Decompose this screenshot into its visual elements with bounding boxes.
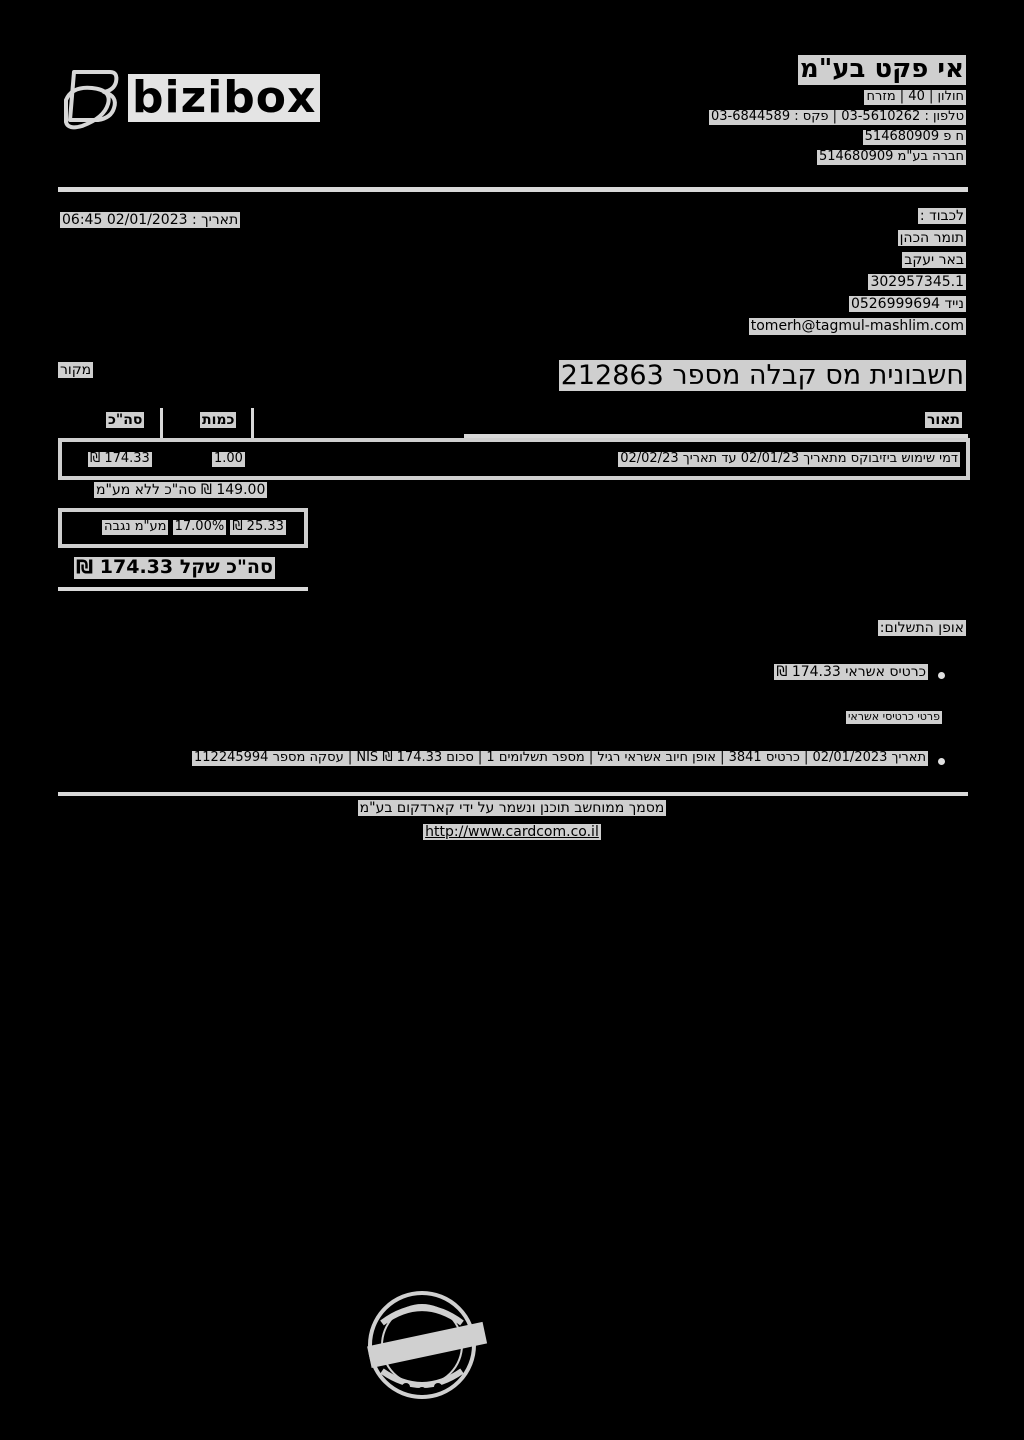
logo-mark-icon: [62, 66, 122, 136]
customer-block: [749, 208, 966, 341]
column-divider: [251, 408, 254, 438]
document-title: [559, 360, 966, 391]
vat-line: [102, 519, 286, 535]
customer-phone: נייד 0526999694: [850, 296, 964, 313]
column-header-quantity: [200, 412, 236, 428]
footer-divider: [58, 792, 968, 796]
company-address: חולון | 40 | מזרח: [866, 88, 964, 104]
payment-heading-text: אופן התשלום:: [879, 620, 964, 636]
company-tax-id: ח פ 514680909: [864, 128, 964, 144]
stamp-icon: [360, 1283, 490, 1413]
vat-label: מע"מ נגבה: [104, 519, 167, 534]
payment-method: [774, 664, 928, 680]
payment-heading: [878, 620, 966, 636]
original-label-text: מקור: [60, 362, 92, 378]
column-header-quantity-text: כמות: [202, 412, 235, 428]
grand-total-text: סה"כ שקל 174.33 ₪: [76, 556, 273, 578]
row-total: [88, 451, 152, 467]
column-divider: [160, 408, 163, 438]
customer-id-number: 302957345.1: [870, 274, 964, 291]
issue-date: [60, 212, 240, 228]
column-header-description-text: תאור: [927, 412, 960, 428]
column-header-total-text: סה"כ: [108, 412, 143, 428]
row-quantity-text: 1.00: [214, 451, 243, 466]
company-name: אי פקט בע"מ: [799, 54, 964, 84]
grand-total: [74, 556, 275, 579]
header-divider: [58, 187, 968, 192]
transaction-details-text: תאריך 02/01/2023 | כרטיס 3841 | אופן חיוב אשראי רגיל | מספר תשלומים 1 | סכום 174.33 ₪ NIS | עסקה מספר 112245994: [194, 750, 926, 765]
table-row: [58, 438, 970, 480]
transaction-details: [192, 750, 928, 766]
row-total-text: 174.33 ₪: [90, 451, 150, 466]
bullet-icon: [938, 758, 945, 765]
bizibox-logo: [62, 66, 317, 136]
card-details-title-text: פרטי כרטיסי אשראי: [847, 710, 940, 723]
company-header: [709, 54, 966, 165]
original-label: [58, 362, 93, 378]
approval-stamp: [360, 1283, 490, 1413]
customer-label: לכבוד :: [919, 208, 964, 224]
company-phones: טלפון : 03-5610262 | פקס : 03-6844589: [710, 108, 964, 124]
vat-rate: 17.00%: [174, 519, 225, 534]
payment-method-text: כרטיס אשראי 174.33 ₪: [776, 664, 926, 680]
column-header-description: [925, 412, 962, 428]
subtotal: [94, 482, 267, 498]
document-title-text: חשבונית מס קבלה מספר 212863: [560, 360, 964, 391]
row-quantity: [212, 451, 245, 467]
totals-divider: [58, 587, 308, 591]
bullet-icon: [938, 672, 945, 679]
customer-city: באר יעקב: [904, 252, 964, 269]
company-registration: חברה בע"מ 514680909: [818, 148, 964, 164]
customer-name: תומר הכהן: [899, 230, 964, 247]
footer-note-text: מסמך ממוחשב תוכנן ונשמר על ידי קארדקום בע"מ: [359, 800, 665, 816]
card-details-title: [846, 710, 942, 724]
footer-link[interactable]: [0, 824, 1024, 840]
vat-box: [58, 508, 308, 548]
column-header-total: [106, 412, 144, 428]
footer-link-text[interactable]: http://www.cardcom.co.il: [425, 824, 599, 840]
subtotal-text: 149.00 ₪ סה"כ ללא מע"מ: [96, 482, 266, 498]
footer-note: [0, 800, 1024, 816]
vat-amount: 25.33 ₪: [232, 519, 284, 534]
items-table-header: [58, 408, 968, 436]
logo-wordmark: bizibox: [128, 74, 320, 122]
row-description: [618, 451, 960, 467]
issue-date-text: תאריך : 02/01/2023 06:45: [62, 212, 239, 228]
row-description-text: דמי שימוש ביזיבוקס מתאריך 02/01/23 עד תאריך 02/02/23: [620, 451, 958, 466]
customer-email[interactable]: tomerh@tagmul-mashlim.com: [750, 318, 964, 335]
